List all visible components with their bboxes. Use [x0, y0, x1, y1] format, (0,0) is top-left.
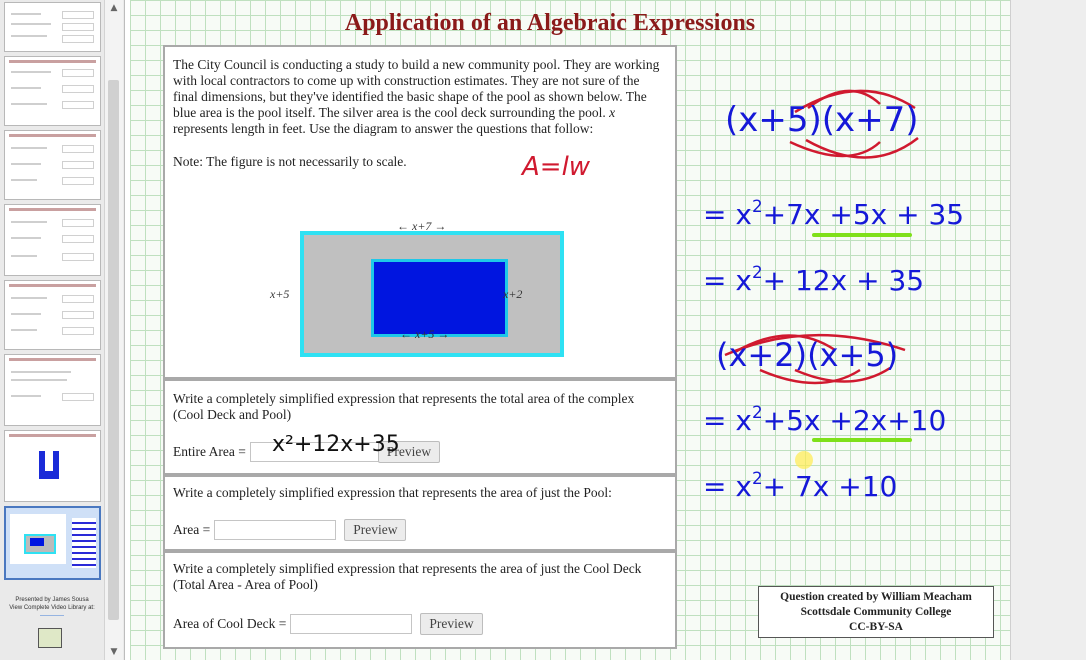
highlight-like-terms: [812, 233, 912, 237]
preview-button[interactable]: Preview: [378, 441, 440, 463]
answer-label: Area of Cool Deck =: [173, 616, 287, 631]
hw-line-6: = $x^2+ 7x +10$: [703, 468, 898, 503]
scroll-up-icon[interactable]: ▲: [110, 3, 118, 13]
question-prompt: Write a completely simplified expression that represents the area of just the Cool Deck (Total Area - Area of Pool): [173, 561, 642, 592]
question-prompt: Write a completely simplified expression that represents the area of just the Pool:: [173, 485, 612, 500]
answer-label: Area =: [173, 522, 211, 537]
preview-button[interactable]: Preview: [420, 613, 482, 635]
figure-note: Note: The figure is not necessarily to scale.: [173, 154, 407, 169]
question-credit: Question created by William Meacham Scottsdale Community College CC-BY-SA: [758, 586, 994, 638]
pool-width-label: ← x+5 →: [400, 327, 450, 341]
handwritten-answer: x²+12x+35: [272, 432, 400, 457]
pen-cursor: [795, 451, 813, 469]
question-prompt: Write a completely simplified expression that represents the total area of the complex (Cool Deck and Pool): [173, 391, 635, 422]
hw-line-1: (x+5)(x+7): [725, 100, 919, 140]
pool-height-label: x+2: [503, 287, 523, 301]
highlight-like-terms: [812, 438, 912, 442]
hw-line-4: (x+2)(x+5): [716, 336, 899, 374]
presenter-credit: Presented by James Sousa View Complete Video Library at: ————: [9, 597, 95, 619]
area-formula: A=lw: [522, 152, 591, 182]
scroll-down-icon[interactable]: ▼: [110, 647, 118, 657]
outer-width-label: ← x+7 →: [397, 219, 447, 233]
hw-line-2: = $x^2+7x +5x + 35$: [703, 196, 965, 231]
preview-button[interactable]: Preview: [344, 519, 406, 541]
problem-text: The City Council is conducting a study to build a new community pool. They are working with local contractors to come up with construction estimates. They are not sure of the final dimensions, but they've identified the basic shape of the pool as shown below. The blue area is the pool itself. The silver area is the cool deck surrounding the pool. x represents length in feet. Use the diagram to answer the questions that follow:: [173, 57, 660, 136]
hw-line-5: = $x^2+5x +2x+10$: [703, 402, 947, 437]
answer-label: Entire Area =: [173, 444, 246, 459]
hw-line-3: = $x^2+ 12x + 35$: [703, 262, 925, 297]
outer-height-label: x+5: [270, 287, 290, 301]
slide-title: Application of an Algebraic Expressions: [344, 10, 756, 36]
